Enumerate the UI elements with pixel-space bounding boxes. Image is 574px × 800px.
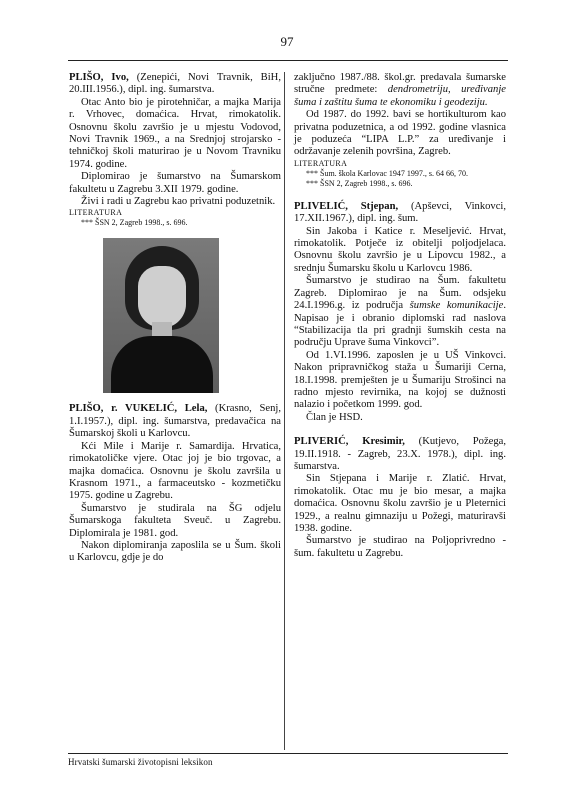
literature-label: LITERATURA xyxy=(69,208,123,218)
entry-head: (Krasno, Senj, 1.I.1957.), dipl. ing. šumarstva, predavačica na Šumarskoj školi u Karlovcu. xyxy=(69,403,281,440)
entry-pliso-lela xyxy=(69,403,281,564)
entry-paragraph: Kći Mile i Marije r. Samardija. Hrvatica, rimokatoličke vjere. Otac joj je bio trgovac, a majka domaćica. Osnovnu je školu završila u Krasnom 1971., a farmaceutsko - kozmetičku 1975. godine u Zagrebu. xyxy=(69,440,281,502)
literature-reference: *** ŠSN 2, Zagreb 1998., s. 696. xyxy=(306,178,413,188)
entry-text: zaključno 1987./88. škol.gr. predavala šumarske stručne predmete: xyxy=(294,72,506,96)
entry-paragraph: Nakon diplomiranja zaposlila se u Šum. školi u Karlovcu, gdje je do xyxy=(69,539,281,564)
entry-text-italic: dendrometriju, uređivanje šuma i zaštitu šuma te ekonomiku i geodeziju. xyxy=(294,84,506,108)
entry-head: (Kutjevo, Požega, 19.II.1918. - Zagreb, 23.X. 1978.), dipl. ing. šumarstva. xyxy=(294,436,507,472)
entry-paragraph: Od 1987. do 1992. bavi se hortikulturom kao privatna poduzetnica, a od 1992. godine vlasnica je poduzeća “LIPA L.P.” za uređivanje i održavanje zelenih površina, Zagreb. xyxy=(294,109,506,158)
entry-paragraph: Otac Anto bio je pirotehničar, a majka Marija r. Vrhovec, domaćica. Hrvat, rimokatolik. Osnovnu školu završio je u mjestu Vodovod, Novi Travnik 1969., a na Srednjoj strojarsko - tehničkoj školi maturirao je u Novom Travniku 1974. godine. xyxy=(69,96,281,170)
entry-pliveric xyxy=(294,436,506,560)
column-divider xyxy=(284,72,285,750)
bottom-rule xyxy=(68,753,508,754)
entry-head: (Zenepići, Novi Travnik, BiH, 20.III.1956.), dipl. ing. šumarstva. xyxy=(69,72,281,96)
entry-name: PLIVELIĆ, Stjepan, xyxy=(294,200,399,212)
entry-paragraph: Šumarstvo je studirao na Poljoprivredno - šum. fakultetu u Zagrebu. xyxy=(294,535,506,559)
left-column xyxy=(69,72,281,565)
page-number: 97 xyxy=(280,34,294,49)
entry-paragraph xyxy=(294,72,506,109)
right-column xyxy=(294,72,506,560)
literature-reference: *** Šum. škola Karlovac 1947 1997., s. 64 66, 70. xyxy=(306,168,468,178)
entry-plivelic xyxy=(294,201,506,424)
entry-paragraph: Član je HSD. xyxy=(306,411,363,423)
portrait-photo xyxy=(103,238,219,393)
literature-reference: *** ŠSN 2, Zagreb 1998., s. 696. xyxy=(81,218,188,228)
entry-paragraph: Šumarstvo je studirala na ŠG odjelu Šumarskoga fakulteta Sveuč. u Zagrebu. Diplomirala je 1981. god. xyxy=(69,502,281,539)
entry-paragraph xyxy=(294,275,506,349)
entry-paragraph: Sin Stjepana i Marije r. Zlatić. Hrvat, rimokatolik. Otac mu je bio mesar, a majka domaćica. Osnovnu školu završio je u Pleternici 1929., a realnu gimnaziju u Požegi, maturiravši 1938. godine. xyxy=(294,473,506,534)
entry-paragraph: Sin Jakoba i Katice r. Meseljević. Hrvat, rimokatolik. Potječe iz obitelji poljodjelaca. Osnovnu školu završio je u Lipovcu 1982., a srednju Šumarsku školu u Karlovcu 1986. xyxy=(294,225,506,274)
entry-paragraph: Od 1.VI.1996. zaposlen je u UŠ Vinkovci. Nakon pripravničkog staža u Šumariji Cerna, 18.I.1998. premješten je u Šumariju Strošinci na radno mjesto revirnika, na kojoj se dužnosti nalazio i početkom 1999. god. xyxy=(294,349,506,411)
entry-head: (Apševci, Vinkovci, 17.XII.1967.), dipl. ing. šum. xyxy=(294,200,507,225)
entry-paragraph: Živi i radi u Zagrebu kao privatni poduzetnik. xyxy=(81,196,276,208)
entry-pliso-lela-continued xyxy=(294,72,506,189)
entry-name: PLIVERIĆ, Kresimir, xyxy=(294,436,405,448)
entry-text: . Napisao je i obranio diplomski rad naslova “Stabilizacija tla pri gradnji šumskih cesta na području Uprave šuma Vinkovci”. xyxy=(294,300,506,349)
literature-label: LITERATURA xyxy=(294,158,348,168)
top-rule xyxy=(68,60,508,61)
entry-name: PLIŠO, Ivo, xyxy=(69,72,129,83)
entry-name: PLIŠO, r. VUKELIĆ, Lela, xyxy=(69,403,208,415)
entry-text-italic: šumske komunikacije xyxy=(409,300,504,312)
footer-title: Hrvatski šumarski životopisni leksikon xyxy=(68,757,213,767)
entry-paragraph: Diplomirao je šumarstvo na Šumarskom fakultetu u Zagrebu 3.XII 1979. godine. xyxy=(69,171,281,195)
entry-text: Šumarstvo je studirao na Šum. fakultetu Zagreb. Diplomirao je na Šum. odsjeku 24.I.1996.g. iz područja xyxy=(294,275,506,312)
entry-pliso-ivo xyxy=(69,72,281,228)
